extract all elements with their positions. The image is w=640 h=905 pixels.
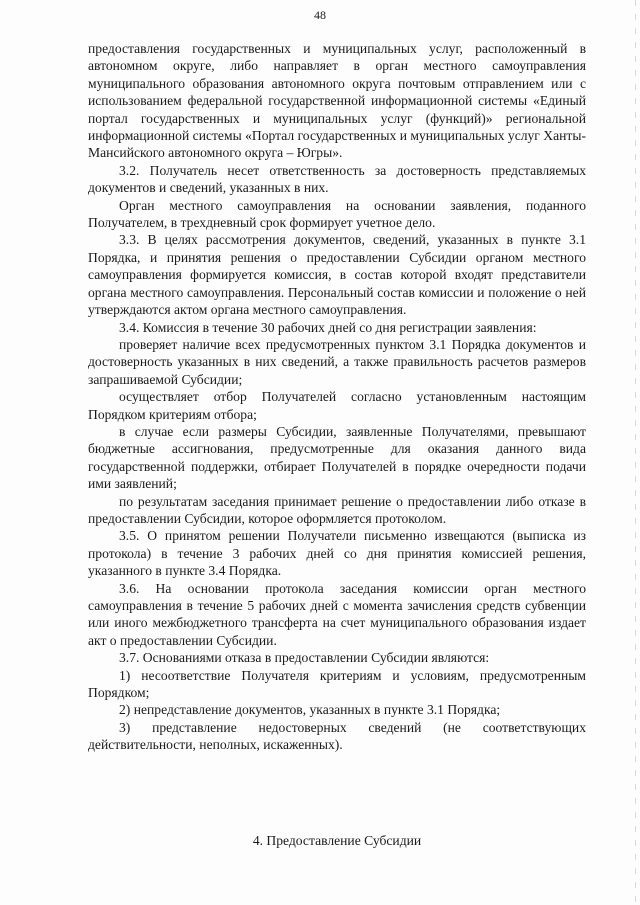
paragraph: Орган местного самоуправления на основании заявления, поданного Получателем, в трехдневный срок формирует учетное дело. <box>88 197 586 231</box>
paragraph: 3.4. Комиссия в течение 30 рабочих дней со дня регистрации заявления: <box>119 319 537 335</box>
page-number: 48 <box>314 8 326 22</box>
paragraph: в случае если размеры Субсидии, заявленные Получателями, превышают бюджетные ассигнования, предусмотренные для оказания данного вида государственной поддержки, отбирает Получателей в порядке очередности подачи ими заявлений; <box>88 423 586 492</box>
paragraph: 1) несоответствие Получателя критериям и условиям, предусмотренным Порядком; <box>88 667 586 701</box>
paragraph: 3.7. Основаниями отказа в предоставлении Субсидии являются: <box>119 650 490 666</box>
section-heading: 4. Предоставление Субсидии <box>252 833 422 848</box>
document-body <box>88 40 586 754</box>
paragraph: 3.2. Получатель несет ответственность за достоверность представляемых документов и сведений, указанных в них. <box>88 162 586 196</box>
scan-edge-artifact <box>635 0 636 905</box>
paragraph: осуществляет отбор Получателей согласно установленным настоящим Порядком критериям отбора; <box>88 389 586 422</box>
paragraph: 3) представление недостоверных сведений (не соответствующих действительности, неполных, искаженных). <box>88 719 586 753</box>
paragraph: по результатам заседания принимает решение о предоставлении либо отказе в предоставлении Субсидии, которое оформляется протоколом. <box>88 493 586 526</box>
paragraph: 3.6. На основании протокола заседания комиссии орган местного самоуправления в течение 5 рабочих дней с момента зачисления средств субвенции или иного межбюджетного трансферта на счет муниципального образования издает акт о предоставлении Субсидии. <box>88 580 586 648</box>
paragraph: 3.5. О принятом решении Получатели письменно извещаются (выписка из протокола) в течение 3 рабочих дней со дня принятия комиссией решения, указанного в пункте 3.4 Порядка. <box>88 528 586 579</box>
paragraph: 2) непредставление документов, указанных в пункте 3.1 Порядка; <box>119 702 501 718</box>
paragraph: проверяет наличие всех предусмотренных пунктом 3.1 Порядка документов и достоверность указанных в них сведений, а также правильность расчетов размеров запрашиваемой Субсидии; <box>88 336 586 387</box>
paragraph: предоставления государственных и муниципальных услуг, расположенный в автономном округе, либо направляет в орган местного самоуправления муниципального образования автономного округа почтовым отправлением или с использованием федеральной государственной информационной системы «Единый портал государственных и муниципальных услуг (функций)» региональной информационной системы «Портал государственных и муниципальных услуг Ханты-Мансийского автономного округа – Югры». <box>88 41 587 161</box>
paragraph: 3.3. В целях рассмотрения документов, сведений, указанных в пункте 3.1 Порядка, и принятия решения о предоставлении Субсидии органом местного самоуправления формируется комиссия, в состав которой входят представители органа местного самоуправления. Персональный состав комиссии и положение о ней утверждаются актом органа местного самоуправления. <box>88 232 586 318</box>
